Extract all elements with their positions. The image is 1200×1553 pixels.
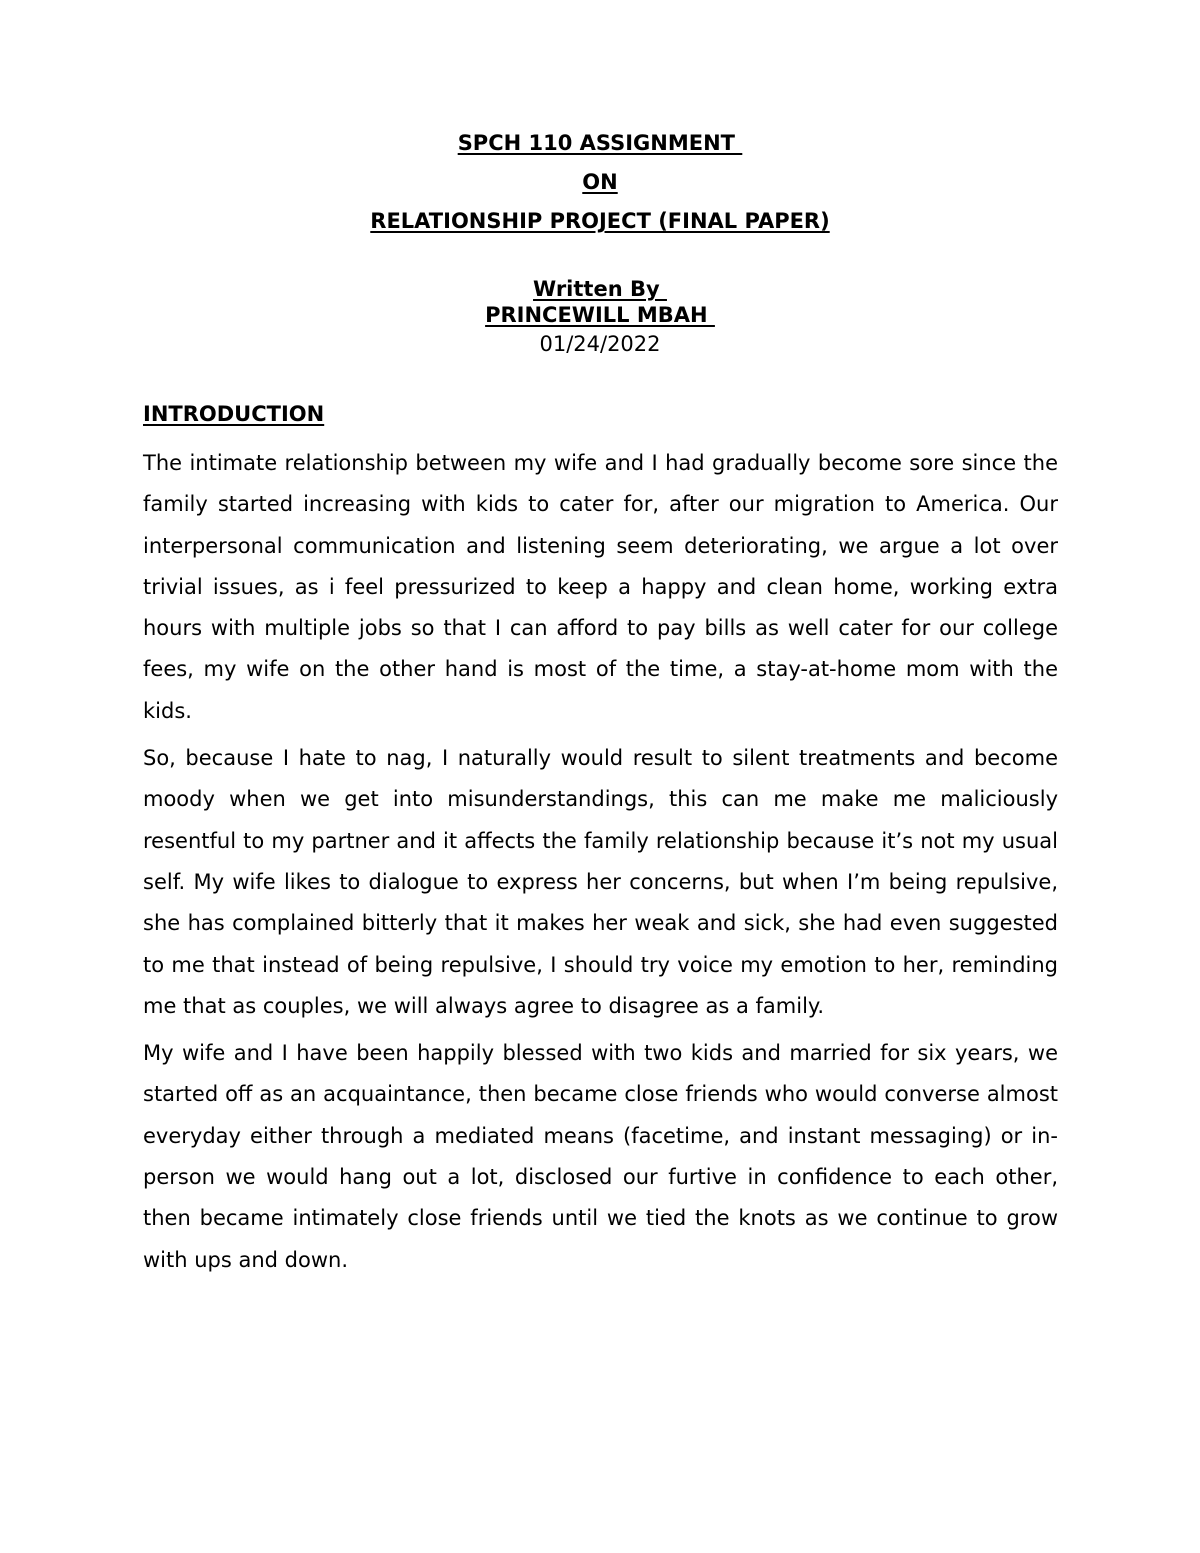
title-connector: ON	[582, 170, 618, 194]
project-title: RELATIONSHIP PROJECT (FINAL PAPER)	[370, 209, 830, 233]
paragraph-1: The intimate relationship between my wife and I had gradually become sore since the family started increasing with kids to cater for, after our migration to America. Our interpersonal communication and listening seem deteriorating, we argue a lot over trivial issues, as i feel pressurized to keep a happy and clean home, working extra hours with multiple jobs so that I can afford to pay bills as well cater for our college fees, my wife on the other hand is most of the time, a stay-at-home mom with the kids.	[143, 451, 1058, 723]
written-by-label: Written By	[533, 277, 667, 301]
paragraph-3: My wife and I have been happily blessed with two kids and married for six years, we started off as an acquaintance, then became close friends who would converse almost everyday either through a mediated means (facetime, and instant messaging) or in-person we would hang out a lot, disclosed our furtive in confidence to each other, then became intimately close friends until we tied the knots as we continue to grow with ups and down.	[143, 1041, 1058, 1272]
assignment-title: SPCH 110 ASSIGNMENT	[457, 131, 743, 155]
document-date: 01/24/2022	[539, 332, 661, 356]
document-body	[143, 400, 1058, 1287]
section-heading: INTRODUCTION	[143, 402, 325, 426]
paragraph-2: So, because I hate to nag, I naturally would result to silent treatments and become moody when we get into misunderstandings, this can me make me maliciously resentful to my partner and it affects the family relationship because it’s not my usual self. My wife likes to dialogue to express her concerns, but when I’m being repulsive, she has complained bitterly that it makes her weak and sick, she had even suggested to me that instead of being repulsive, I should try voice my emotion to her, reminding me that as couples, we will always agree to disagree as a family.	[143, 746, 1058, 1018]
author-name: PRINCEWILL MBAH	[485, 303, 715, 327]
